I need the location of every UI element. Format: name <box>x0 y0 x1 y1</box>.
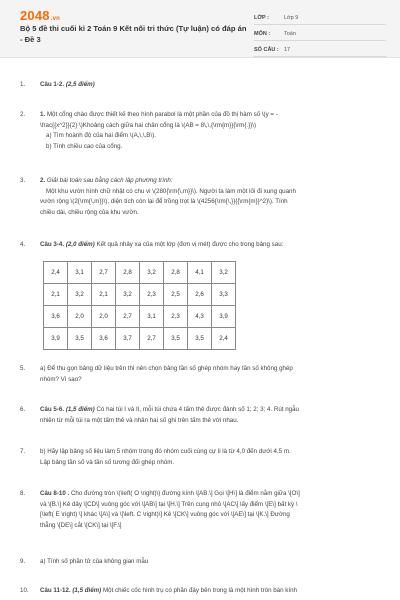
meta-label: SỐ CÂU : <box>254 47 279 53</box>
table-cell: 2,8 <box>164 262 188 284</box>
table-cell: 4,1 <box>188 262 212 284</box>
question-text: Câu 8-10 . Cho đường tròn \(\left( O \right)\) đường kính \[AB.\] Gọi \[H\] là điểm nằm giữa \[O\] và \[B.\] Kẻ dây \[CD\] vuông góc với \[AB\] tại \[H.\] Trên cung nhỏ \[AC\] lấy điểm \[E\] bất kỳ \ [\left( E \right) \] khác \[A\] và \[\left. C \right)\] Kẻ \[CK\] vuông góc với \[AE\] tại \[K.\] Đường thẳng \[DE\] cắt \[CK\] tại \[F.\] <box>40 490 300 529</box>
table-cell: 2,0 <box>68 306 92 328</box>
table-cell: 4,3 <box>188 306 212 328</box>
meta-label: LỚP : <box>254 15 269 21</box>
table-cell: 3,1 <box>140 306 164 328</box>
document-meta <box>254 12 386 60</box>
question-text: a) Để thu gọn bảng dữ liệu trên thì nên chọn bảng tần số ghép nhóm hay tần số không ghép nhóm? Vì sao? <box>40 365 293 383</box>
meta-subject-row <box>254 28 386 41</box>
table-cell: 3,6 <box>44 306 68 328</box>
table-cell: 2,6 <box>188 284 212 306</box>
table-cell: 2,4 <box>212 328 236 350</box>
question-number: 9. <box>20 558 26 565</box>
question-text: 2. Giải bài toán sau bằng cách lập phương trình: Một khu vườn hình chữ nhật có chu vi \(280{\rm{\,m}}\). Người ta làm một lối đi xung quanh vườn rộng \(2{\rm{\,m}}\), diện tích còn lại để trồng trọt là \(4256{\rm{\,}}{{\rm{m}}^2}\). Tính chiều dài, chiều rộng của khu vườn. <box>40 177 296 216</box>
meta-value: Lớp 9 <box>284 15 299 21</box>
question-number: 6. <box>20 406 26 413</box>
question-text: Câu 3-4. (2,0 điểm) Kết quả nhảy xa của một lớp (đơn vị mét) được cho trong bảng sau: <box>40 241 284 248</box>
meta-class-row <box>254 12 386 25</box>
table-cell: 3,2 <box>140 262 164 284</box>
question-number: 3. <box>20 177 26 184</box>
document-title: Bộ 5 đề thi cuối kì 2 Toán 9 Kết nối tri thức (Tự luận) có đáp án - Đề 3 <box>20 24 247 44</box>
question-number: 1. <box>20 81 26 88</box>
table-cell: 2,3 <box>140 284 164 306</box>
jump-distance-table <box>43 261 236 350</box>
table-row <box>44 284 236 306</box>
question-number: 5. <box>20 365 26 372</box>
table-cell: 3,1 <box>68 262 92 284</box>
table-cell: 3,2 <box>212 262 236 284</box>
question-number: 8. <box>20 490 26 497</box>
question-number: 7. <box>20 448 26 455</box>
table-cell: 3,5 <box>188 328 212 350</box>
meta-value: 17 <box>284 47 291 53</box>
table-cell: 2,8 <box>116 262 140 284</box>
table-cell: 2,4 <box>44 262 68 284</box>
question-number: 2. <box>20 111 26 118</box>
table-cell: 2,7 <box>140 328 164 350</box>
table-row <box>44 262 236 284</box>
table-cell: 2,1 <box>44 284 68 306</box>
question-text: Câu 1-2. (2,5 điểm) <box>40 81 95 88</box>
document-header <box>0 0 400 58</box>
table-row <box>44 328 236 350</box>
table-cell: 3,5 <box>68 328 92 350</box>
question-number: 4. <box>20 241 26 248</box>
table-cell: 3,5 <box>164 328 188 350</box>
table-cell: 3,9 <box>44 328 68 350</box>
table-cell: 2,0 <box>92 306 116 328</box>
table-row <box>44 306 236 328</box>
table-cell: 2,7 <box>92 262 116 284</box>
table-cell: 2,5 <box>164 284 188 306</box>
table-cell: 3,6 <box>92 328 116 350</box>
meta-count-row <box>254 44 386 57</box>
meta-value: Toán <box>284 31 296 37</box>
meta-label: MÔN : <box>254 31 271 37</box>
question-text: Câu 11-12. (1,5 điểm) Một chiếc cốc hình trụ có phần đáy bên trong là một hình tròn bán kính <box>40 587 297 594</box>
table-cell: 3,2 <box>68 284 92 306</box>
question-text: Câu 5-6. (1,5 điểm) Có hai túi I và II, mỗi túi chứa 4 tấm thẻ được đánh số 1; 2; 3; 4. Rút ngẫu nhiên từ mỗi túi ra một tấm thẻ và nhân hai số ghi trên tấm thẻ với nhau. <box>40 406 299 424</box>
question-text: 1. Một cổng chào được thiết kế theo hình parabol là một phần của đồ thị hàm số \(y = - \frac{{x^2}}{2} \)Khoảng cách giữa hai chân cổng là \(AB = 8\,\,{\rm{m}}{\rm{.}}\) a) Tìm hoành độ của hai điểm \(A,\,\,B\). b) Tính chiều cao của cổng. <box>40 111 278 150</box>
question-number: 10. <box>20 587 29 594</box>
table-cell: 3,3 <box>212 284 236 306</box>
table-cell: 3,2 <box>116 284 140 306</box>
question-text: a) Tính số phần tử của không gian mẫu <box>40 558 149 565</box>
question-text: b) Hãy lập bảng số liệu làm 5 nhóm trong đó nhóm cuối cùng cự li là từ 4,0 đến dưới 4,5 m. Lập bảng tần số và tần số tương đối ghép nhóm. <box>40 448 291 466</box>
table-cell: 3,7 <box>116 328 140 350</box>
table-cell: 2,1 <box>92 284 116 306</box>
table-cell: 3,9 <box>212 306 236 328</box>
site-logo[interactable]: 2048.vn <box>20 8 61 23</box>
table-cell: 2,3 <box>164 306 188 328</box>
table-cell: 2,7 <box>116 306 140 328</box>
